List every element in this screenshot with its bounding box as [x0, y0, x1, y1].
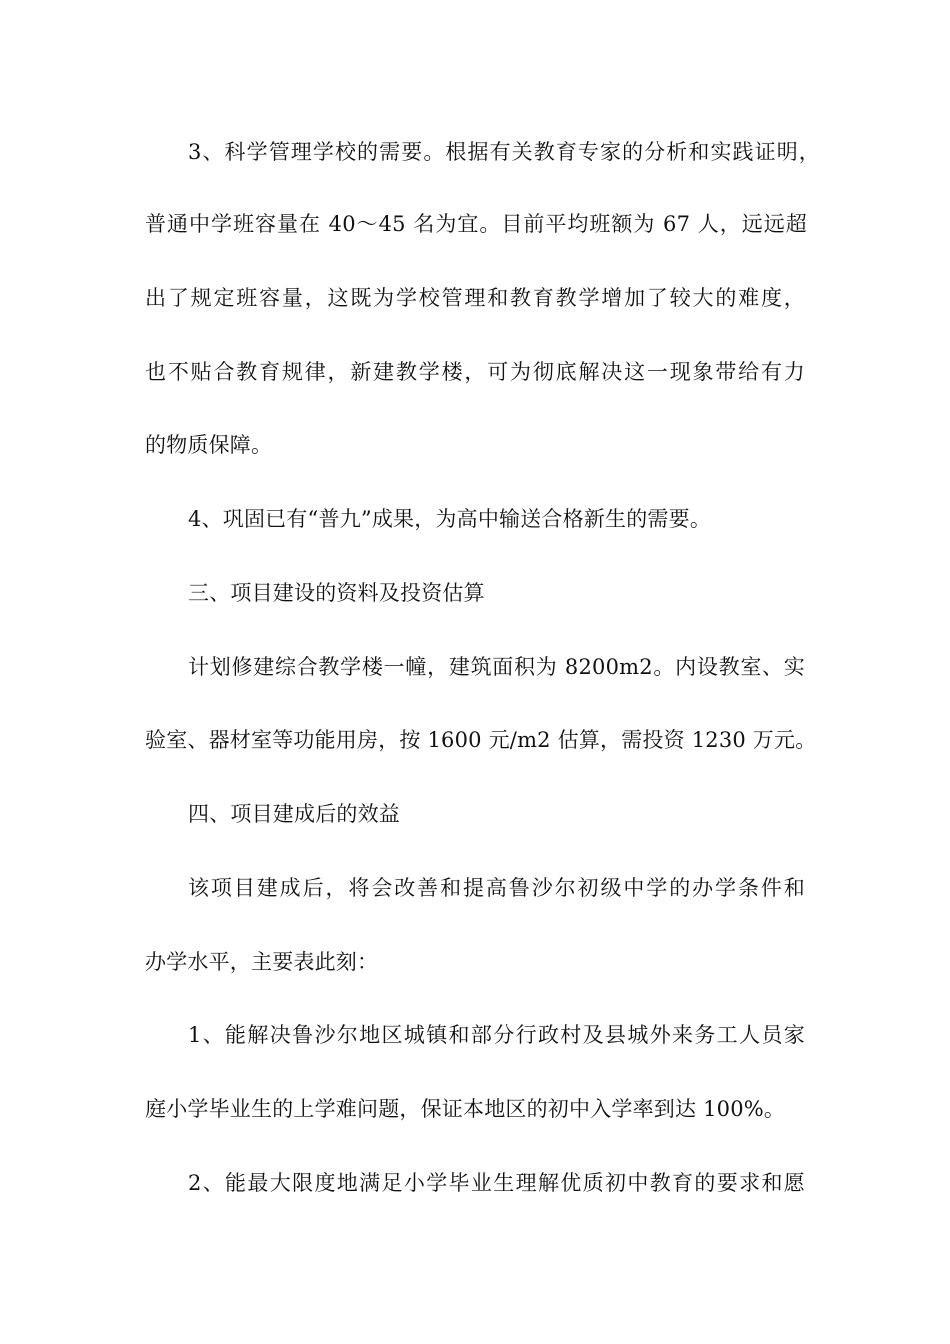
benefit-1-line-2: 庭小学毕业生的上学难问题，保证本地区的初中入学率到达 100%。	[145, 1097, 786, 1121]
paragraph-3-line-1: 3、科学管理学校的需要。根据有关教育专家的分析和实践证明，	[188, 140, 820, 164]
paragraph-3-line-4: 也不贴合教育规律，新建教学楼，可为彻底解决这一现象带给有力	[145, 360, 805, 384]
benefit-paragraph-line-2: 办学水平，主要表此刻：	[145, 950, 379, 974]
investment-paragraph-line-2: 验室、器材室等功能用房，按 1600 元/m2 估算，需投资 1230 万元。	[145, 728, 817, 752]
benefit-2-line-1: 2、能最大限度地满足小学毕业生理解优质初中教育的要求和愿	[188, 1171, 805, 1195]
paragraph-3-line-5: 的物质保障。	[145, 433, 273, 457]
paragraph-3-line-2: 普通中学班容量在 40～45 名为宜。目前平均班额为 67 人，远远超	[145, 212, 807, 236]
paragraph-4-line-1: 4、巩固已有“普九”成果，为高中输送合格新生的需要。	[188, 507, 712, 531]
section-3-heading: 三、项目建设的资料及投资估算	[188, 581, 485, 605]
section-4-heading: 四、项目建成后的效益	[188, 802, 400, 826]
benefit-paragraph-line-1: 该项目建成后，将会改善和提高鲁沙尔初级中学的办学条件和	[188, 876, 805, 900]
investment-paragraph-line-1: 计划修建综合教学楼一幢，建筑面积为 8200m2。内设教室、实	[188, 655, 805, 679]
paragraph-3-line-3: 出了规定班容量，这既为学校管理和教育教学增加了较大的难度，	[145, 286, 805, 310]
benefit-1-line-1: 1、能解决鲁沙尔地区城镇和部分行政村及县城外来务工人员家	[188, 1023, 805, 1047]
